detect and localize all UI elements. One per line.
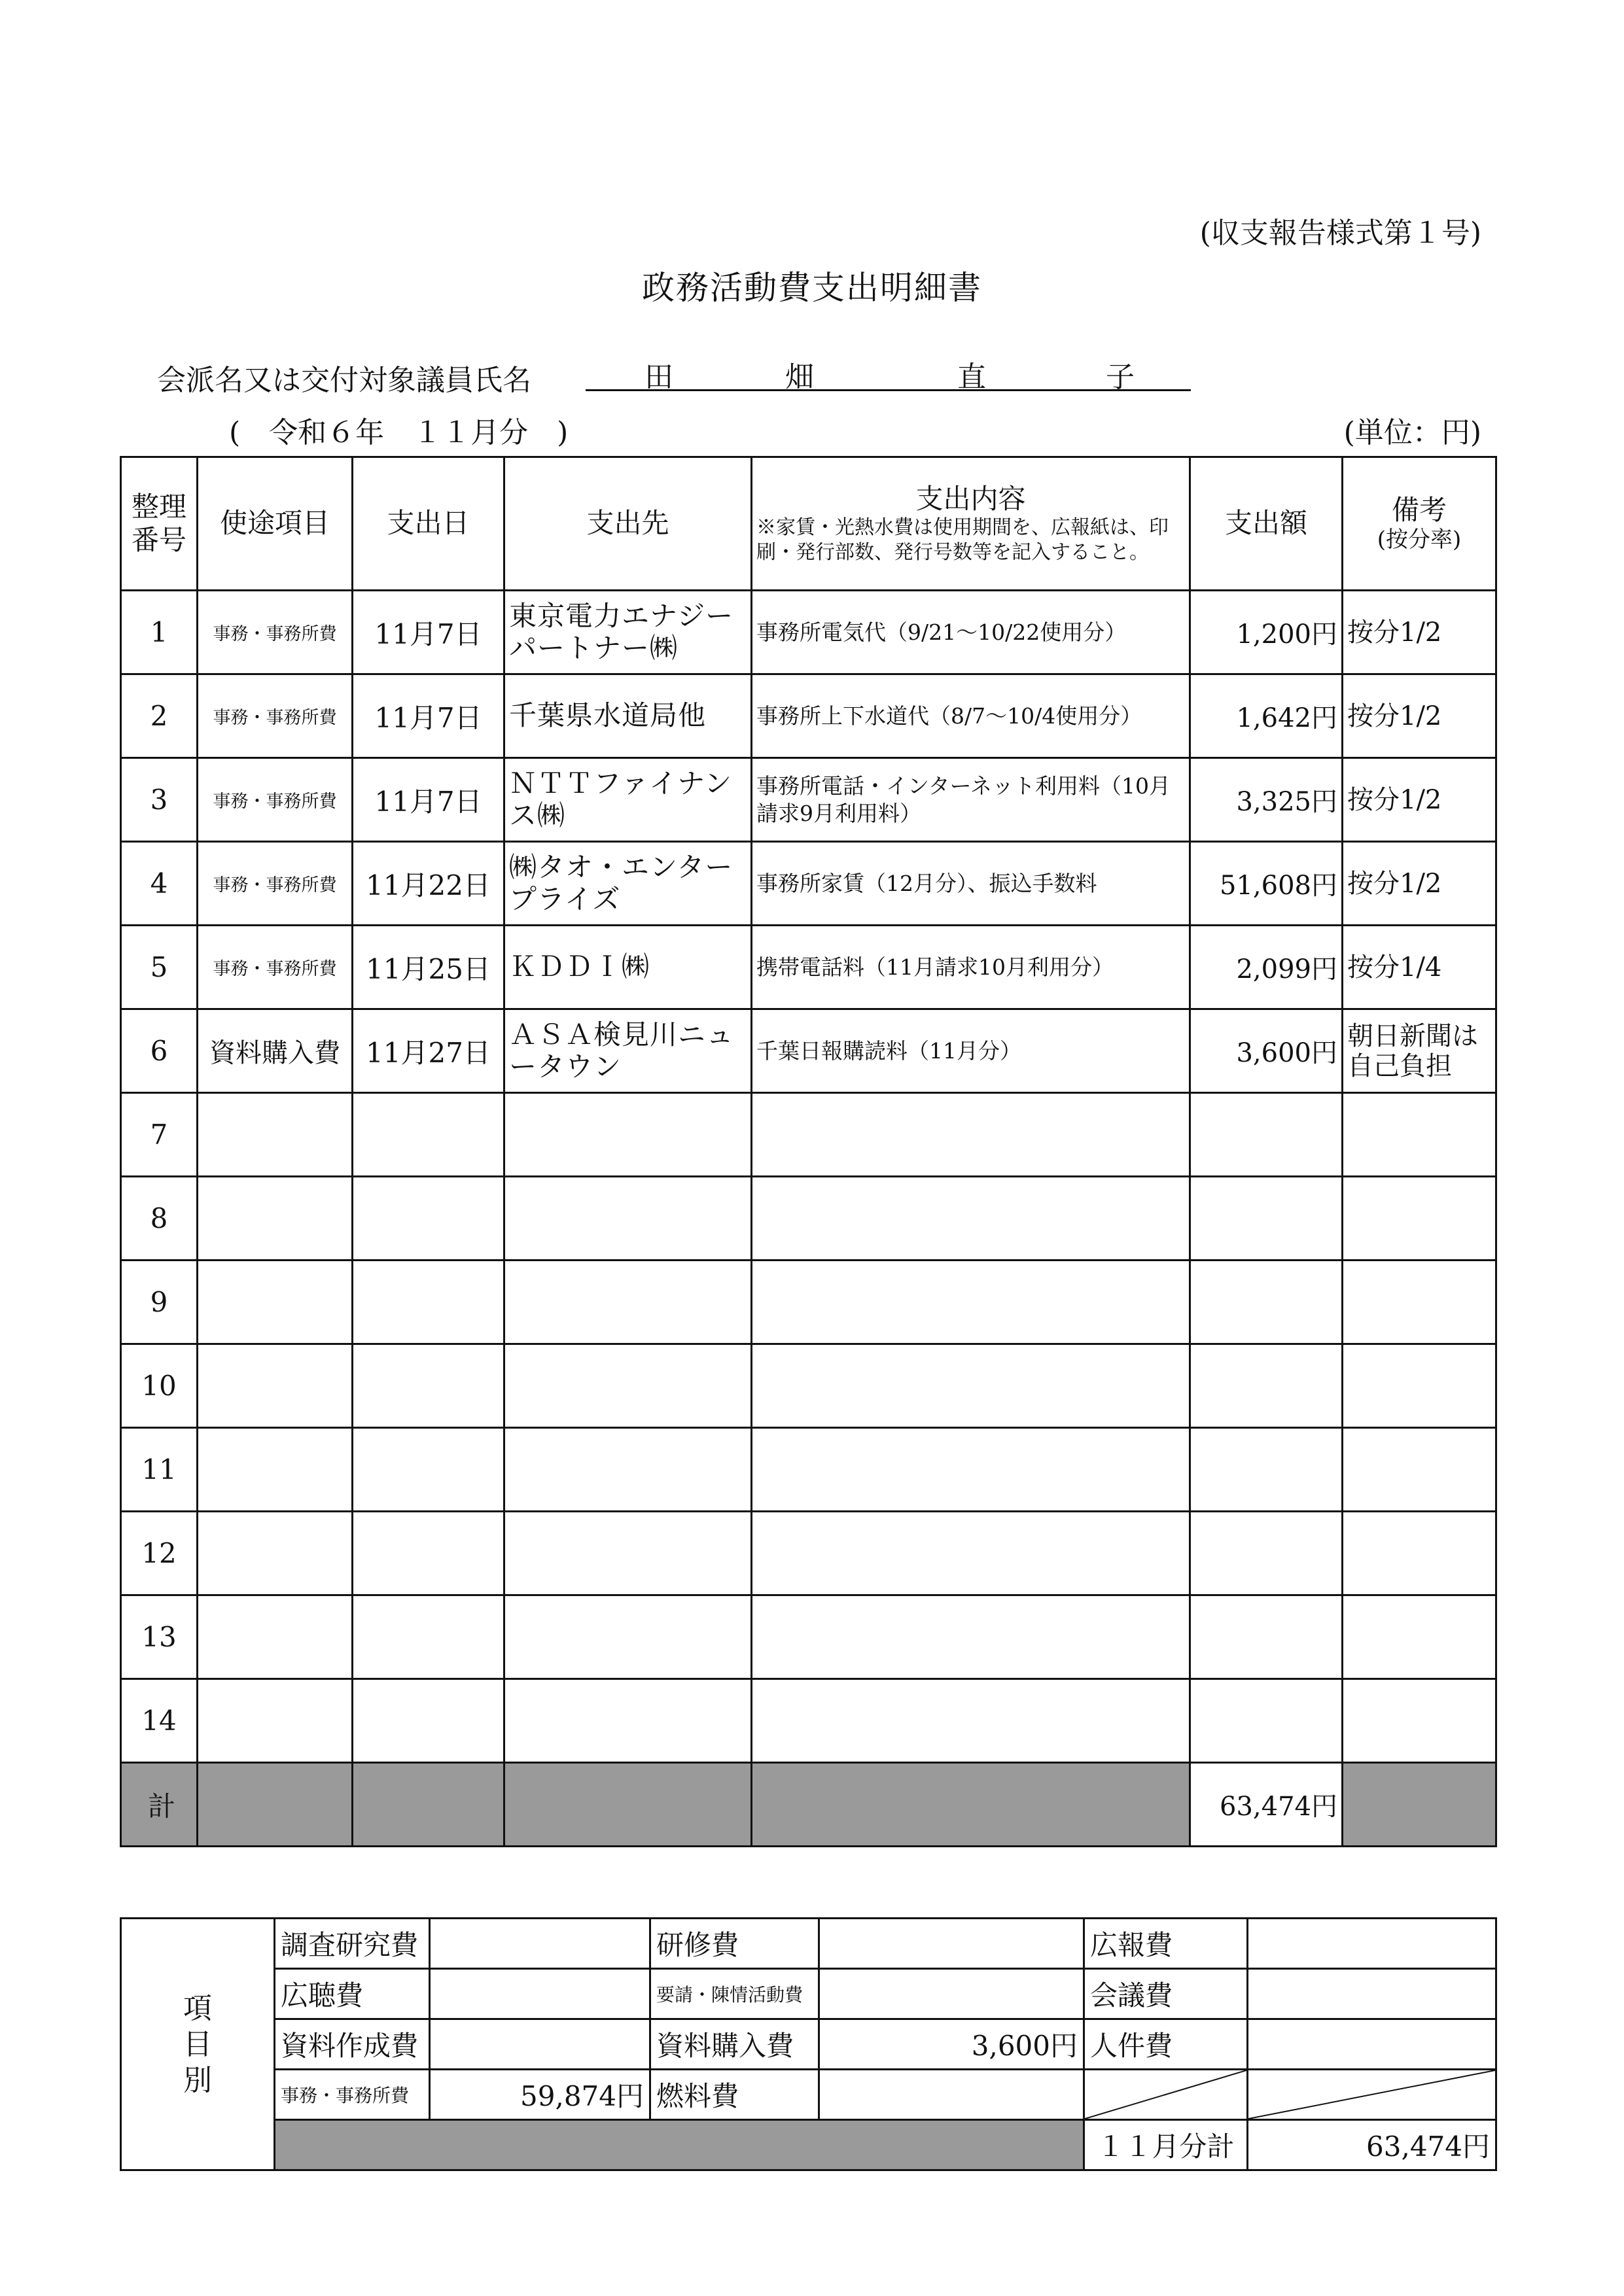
row-amount: 3,600円 bbox=[1190, 1009, 1343, 1093]
col-content-note: ※家賃・光熱水費は使用期間を、広報紙は、印刷・発行部数、発行号数等を記入すること。 bbox=[756, 516, 1169, 564]
total-cell bbox=[353, 1763, 504, 1847]
row-note bbox=[1343, 1093, 1496, 1177]
row-date bbox=[353, 1679, 504, 1763]
row-amount bbox=[1190, 1428, 1343, 1512]
total-cell bbox=[504, 1763, 752, 1847]
row-category: 資料購入費 bbox=[198, 1009, 353, 1093]
row-content bbox=[752, 1177, 1190, 1261]
row-payee bbox=[504, 1261, 752, 1344]
row-content bbox=[752, 1679, 1190, 1763]
row-amount: 51,608円 bbox=[1190, 842, 1343, 926]
summary-item: 人件費 bbox=[1084, 2019, 1248, 2070]
col-date: 支出日 bbox=[353, 457, 504, 591]
row-number: 10 bbox=[121, 1344, 198, 1428]
row-amount bbox=[1190, 1177, 1343, 1261]
row-number: 9 bbox=[121, 1261, 198, 1344]
row-number: 7 bbox=[121, 1093, 198, 1177]
row-amount bbox=[1190, 1344, 1343, 1428]
summary-amount bbox=[430, 1969, 650, 2019]
row-amount bbox=[1190, 1595, 1343, 1679]
row-content: 事務所上下水道代（8/7～10/4使用分） bbox=[752, 674, 1190, 758]
row-payee bbox=[504, 1679, 752, 1763]
col-note-title: 備考 bbox=[1391, 493, 1447, 526]
row-payee: ＮＴＴファイナンス㈱ bbox=[504, 758, 752, 842]
name-underline bbox=[586, 389, 1191, 391]
row-content: 事務所電話・インターネット利用料（10月請求9月利用料） bbox=[752, 758, 1190, 842]
row-number: 3 bbox=[121, 758, 198, 842]
row-note: 按分1/2 bbox=[1343, 842, 1496, 926]
row-amount: 3,325円 bbox=[1190, 758, 1343, 842]
row-payee bbox=[504, 1344, 752, 1428]
diagonal-slash-cell bbox=[1084, 2070, 1248, 2120]
row-note bbox=[1343, 1344, 1496, 1428]
row-date: 11月7日 bbox=[353, 758, 504, 842]
row-content bbox=[752, 1428, 1190, 1512]
row-date: 11月27日 bbox=[353, 1009, 504, 1093]
summary-amount bbox=[819, 1969, 1084, 2019]
row-payee bbox=[504, 1093, 752, 1177]
row-content bbox=[752, 1093, 1190, 1177]
month-total-amount: 63,474円 bbox=[1248, 2120, 1496, 2170]
row-date bbox=[353, 1428, 504, 1512]
col-note-sub: (按分率) bbox=[1377, 527, 1462, 553]
row-number: 4 bbox=[121, 842, 198, 926]
summary-amount bbox=[819, 2070, 1084, 2120]
col-category: 使途項目 bbox=[198, 457, 353, 591]
summary-amount bbox=[819, 1919, 1084, 1969]
expense-table bbox=[120, 456, 1497, 1847]
table-row bbox=[121, 842, 1496, 926]
summary-amount: 59,874円 bbox=[430, 2070, 650, 2120]
col-content bbox=[752, 457, 1190, 591]
row-category: 事務・事務所費 bbox=[198, 926, 353, 1009]
row-date bbox=[353, 1512, 504, 1595]
row-content bbox=[752, 1512, 1190, 1595]
summary-item: 調査研究費 bbox=[275, 1919, 430, 1969]
total-row bbox=[121, 1763, 1496, 1847]
row-date bbox=[353, 1344, 504, 1428]
month-total-label: １１月分計 bbox=[1084, 2120, 1248, 2170]
form-number: (収支報告様式第１号) bbox=[1199, 217, 1481, 250]
row-number: 13 bbox=[121, 1595, 198, 1679]
summary-item: 事務・事務所費 bbox=[275, 2070, 430, 2120]
row-category bbox=[198, 1177, 353, 1261]
table-row bbox=[121, 674, 1496, 758]
row-note: 按分1/2 bbox=[1343, 758, 1496, 842]
row-payee bbox=[504, 1595, 752, 1679]
row-note bbox=[1343, 1512, 1496, 1595]
col-note bbox=[1343, 457, 1496, 591]
row-category: 事務・事務所費 bbox=[198, 758, 353, 842]
summary-amount bbox=[1248, 1969, 1496, 2019]
row-number: 14 bbox=[121, 1679, 198, 1763]
summary-item: 会議費 bbox=[1084, 1969, 1248, 2019]
row-content: 携帯電話料（11月請求10月利用分） bbox=[752, 926, 1190, 1009]
row-content bbox=[752, 1595, 1190, 1679]
summary-amount bbox=[430, 2019, 650, 2070]
row-amount bbox=[1190, 1261, 1343, 1344]
summary-item: 要請・陳情活動費 bbox=[650, 1969, 819, 2019]
row-payee: 東京電力エナジーパートナー㈱ bbox=[504, 591, 752, 674]
unit-label: (単位：円) bbox=[1343, 416, 1481, 449]
name-char-4: 子 bbox=[1106, 360, 1135, 394]
row-payee: ＡＳＡ検見川ニュータウン bbox=[504, 1009, 752, 1093]
row-number: 6 bbox=[121, 1009, 198, 1093]
table-row bbox=[121, 1177, 1496, 1261]
row-number: 1 bbox=[121, 591, 198, 674]
row-date bbox=[353, 1261, 504, 1344]
row-amount: 1,642円 bbox=[1190, 674, 1343, 758]
summary-amount bbox=[1248, 2019, 1496, 2070]
row-note bbox=[1343, 1177, 1496, 1261]
summary-item: 研修費 bbox=[650, 1919, 819, 1969]
row-number: 5 bbox=[121, 926, 198, 1009]
row-content bbox=[752, 1261, 1190, 1344]
table-row bbox=[121, 1344, 1496, 1428]
table-row bbox=[121, 1428, 1496, 1512]
row-category: 事務・事務所費 bbox=[198, 591, 353, 674]
row-note bbox=[1343, 1679, 1496, 1763]
row-note bbox=[1343, 1595, 1496, 1679]
table-row bbox=[121, 1261, 1496, 1344]
row-note: 朝日新聞は自己負担 bbox=[1343, 1009, 1496, 1093]
row-category bbox=[198, 1679, 353, 1763]
row-date bbox=[353, 1093, 504, 1177]
row-category bbox=[198, 1595, 353, 1679]
row-category bbox=[198, 1512, 353, 1595]
summary-side-label: 項目別 bbox=[121, 1919, 275, 2170]
row-number: 8 bbox=[121, 1177, 198, 1261]
table-row bbox=[121, 758, 1496, 842]
table-row bbox=[121, 1093, 1496, 1177]
row-category: 事務・事務所費 bbox=[198, 842, 353, 926]
row-note bbox=[1343, 1261, 1496, 1344]
summary-item: 燃料費 bbox=[650, 2070, 819, 2120]
total-cell bbox=[198, 1763, 353, 1847]
summary-amount bbox=[1248, 1919, 1496, 1969]
name-char-3: 直 bbox=[957, 360, 986, 394]
row-payee: ＫＤＤＩ㈱ bbox=[504, 926, 752, 1009]
row-amount: 2,099円 bbox=[1190, 926, 1343, 1009]
summary-item: 資料購入費 bbox=[650, 2019, 819, 2070]
col-no: 整理番号 bbox=[121, 457, 198, 591]
row-category bbox=[198, 1344, 353, 1428]
table-row bbox=[121, 1512, 1496, 1595]
row-payee bbox=[504, 1177, 752, 1261]
total-label: 計 bbox=[121, 1763, 198, 1847]
total-amount: 63,474円 bbox=[1190, 1763, 1343, 1847]
row-note: 按分1/2 bbox=[1343, 591, 1496, 674]
row-date: 11月7日 bbox=[353, 591, 504, 674]
row-content: 千葉日報購読料（11月分） bbox=[752, 1009, 1190, 1093]
row-note: 按分1/2 bbox=[1343, 674, 1496, 758]
row-amount bbox=[1190, 1512, 1343, 1595]
table-row bbox=[121, 926, 1496, 1009]
row-note bbox=[1343, 1428, 1496, 1512]
row-category bbox=[198, 1093, 353, 1177]
category-summary-table bbox=[120, 1917, 1497, 2171]
row-category bbox=[198, 1261, 353, 1344]
row-content bbox=[752, 1344, 1190, 1428]
summary-shaded-area bbox=[275, 2120, 1084, 2170]
row-category: 事務・事務所費 bbox=[198, 674, 353, 758]
table-row bbox=[121, 1595, 1496, 1679]
diagonal-slash-cell bbox=[1248, 2070, 1496, 2120]
row-number: 2 bbox=[121, 674, 198, 758]
period: ( 令和６年 １１月分 ) bbox=[229, 416, 569, 449]
row-date bbox=[353, 1177, 504, 1261]
name-char-1: 田 bbox=[644, 360, 673, 394]
col-payee: 支出先 bbox=[504, 457, 752, 591]
summary-amount: 3,600円 bbox=[819, 2019, 1084, 2070]
row-number: 12 bbox=[121, 1512, 198, 1595]
row-date: 11月7日 bbox=[353, 674, 504, 758]
row-content: 事務所電気代（9/21～10/22使用分） bbox=[752, 591, 1190, 674]
col-content-title: 支出内容 bbox=[915, 482, 1026, 515]
total-cell bbox=[1343, 1763, 1496, 1847]
row-payee bbox=[504, 1512, 752, 1595]
table-row bbox=[121, 591, 1496, 674]
row-amount bbox=[1190, 1093, 1343, 1177]
row-payee: ㈱タオ・エンタープライズ bbox=[504, 842, 752, 926]
table-header-row bbox=[121, 457, 1496, 591]
name-char-2: 畑 bbox=[785, 360, 814, 394]
col-amount: 支出額 bbox=[1190, 457, 1343, 591]
row-payee bbox=[504, 1428, 752, 1512]
total-cell bbox=[752, 1763, 1190, 1847]
row-date: 11月22日 bbox=[353, 842, 504, 926]
row-amount bbox=[1190, 1679, 1343, 1763]
row-amount: 1,200円 bbox=[1190, 591, 1343, 674]
table-row bbox=[121, 1009, 1496, 1093]
row-payee: 千葉県水道局他 bbox=[504, 674, 752, 758]
summary-item: 広報費 bbox=[1084, 1919, 1248, 1969]
row-date bbox=[353, 1595, 504, 1679]
table-row bbox=[121, 1679, 1496, 1763]
row-category bbox=[198, 1428, 353, 1512]
page-title: 政務活動費支出明細書 bbox=[642, 269, 982, 307]
summary-item: 広聴費 bbox=[275, 1969, 430, 2019]
summary-amount bbox=[430, 1919, 650, 1969]
row-note: 按分1/4 bbox=[1343, 926, 1496, 1009]
summary-item: 資料作成費 bbox=[275, 2019, 430, 2070]
row-number: 11 bbox=[121, 1428, 198, 1512]
name-label: 会派名又は交付対象議員氏名 bbox=[157, 364, 531, 397]
row-date: 11月25日 bbox=[353, 926, 504, 1009]
row-content: 事務所家賃（12月分）、振込手数料 bbox=[752, 842, 1190, 926]
